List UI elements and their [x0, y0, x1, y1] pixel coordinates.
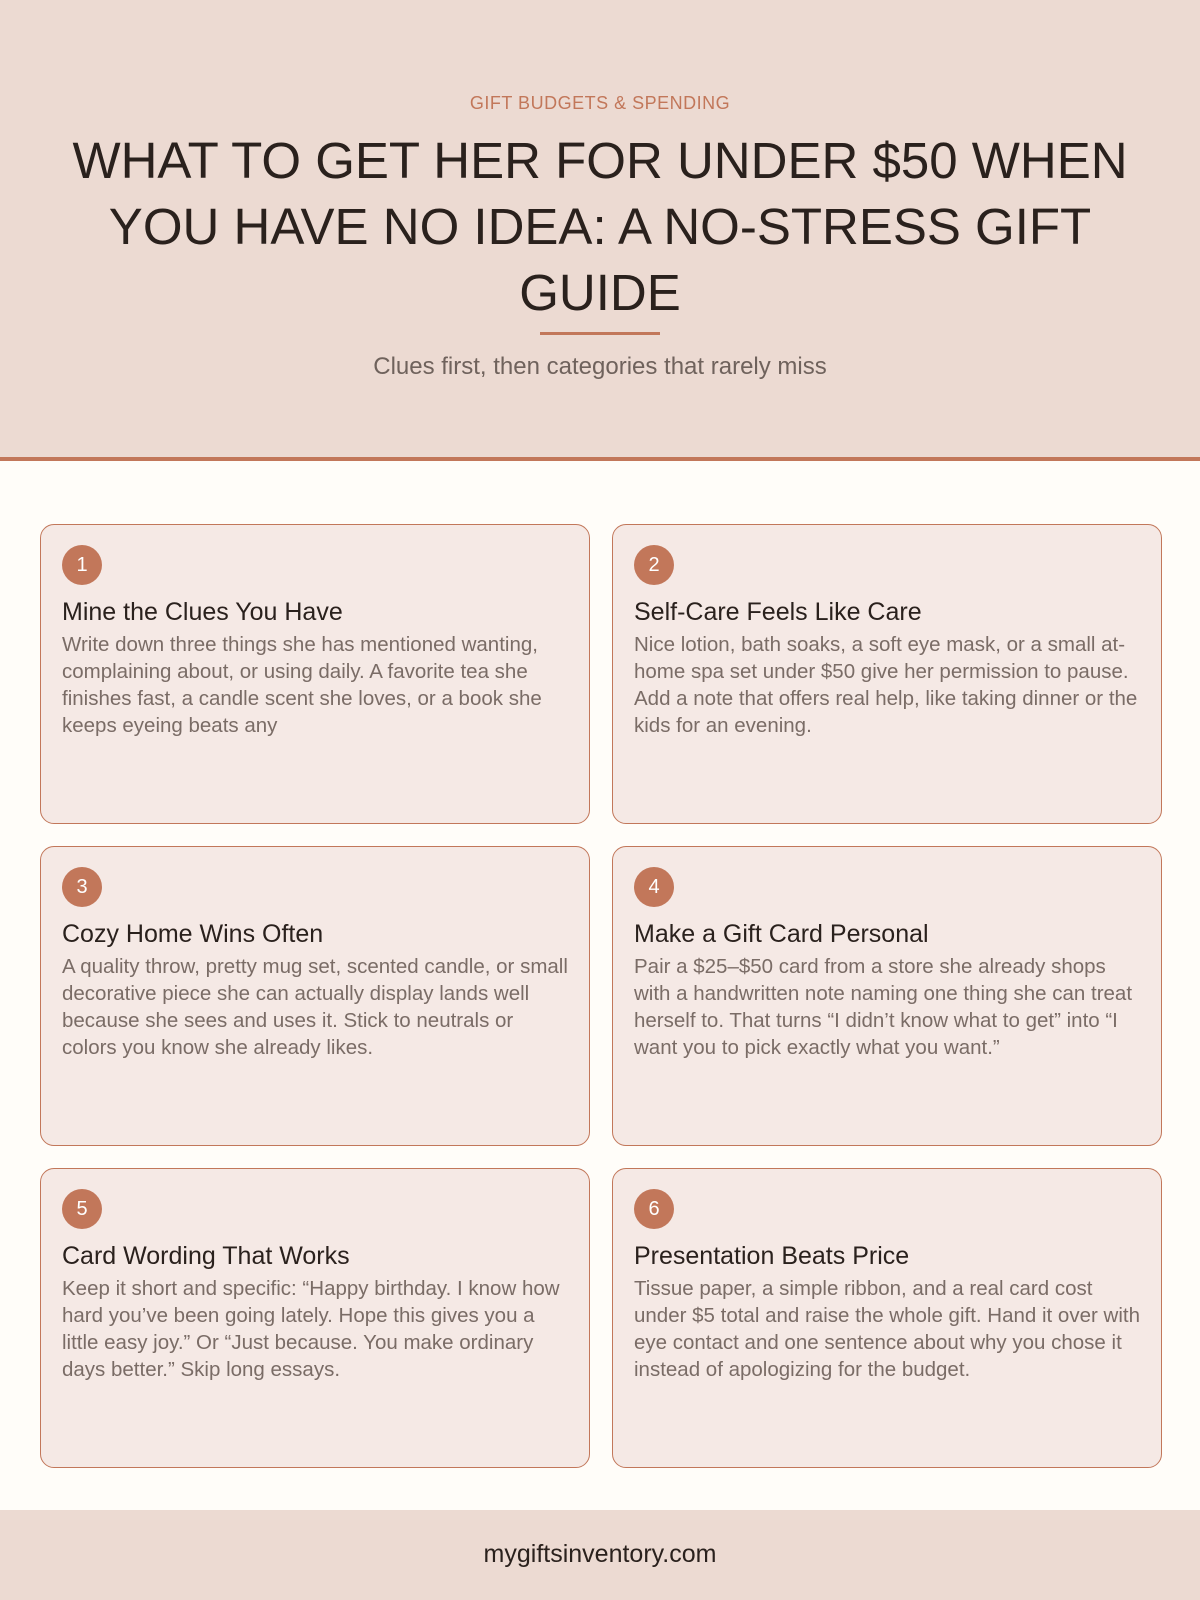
tip-title: Mine the Clues You Have [62, 598, 343, 626]
tip-number-badge: 4 [634, 867, 674, 907]
tip-card-1 [40, 524, 590, 824]
tip-number-badge: 6 [634, 1189, 674, 1229]
site-url: mygiftsinventory.com [483, 1540, 717, 1568]
tip-body: Pair a $25–$50 card from a store she already shops with a handwritten note naming one thing she can treat herself to. That turns “I didn’t know what to get” into “I want you to pick exactly what you want.” [634, 955, 1133, 1059]
tip-card-2 [612, 524, 1162, 824]
tip-title: Self-Care Feels Like Care [634, 598, 922, 626]
tip-number-badge: 1 [62, 545, 102, 585]
tip-number-badge: 2 [634, 545, 674, 585]
tip-body: A quality throw, pretty mug set, scented candle, or small decorative piece she can actually display lands well because she sees and uses it. Stick to neutrals or colors you know she already likes. [62, 955, 568, 1059]
header-banner [0, 0, 1200, 461]
category-eyebrow: GIFT BUDGETS & SPENDING [469, 93, 731, 113]
tip-card-4 [612, 846, 1162, 1146]
tip-card-6 [612, 1168, 1162, 1468]
tip-title: Card Wording That Works [62, 1242, 350, 1270]
tip-card-3 [40, 846, 590, 1146]
footer-banner [0, 1510, 1200, 1600]
tip-card-5 [40, 1168, 590, 1468]
tip-number-badge: 5 [62, 1189, 102, 1229]
tip-title: Make a Gift Card Personal [634, 920, 929, 948]
tip-body: Tissue paper, a simple ribbon, and a real card cost under $5 total and raise the whole gift. Hand it over with eye contact and one sentence about why you chose it instead of apologizing for the budget. [634, 1277, 1140, 1381]
tip-body: Keep it short and specific: “Happy birthday. I know how hard you’ve been going lately. Hope this gives you a little easy joy.” Or “Just because. You make ordinary days better.” Skip long essays. [62, 1277, 560, 1381]
tips-grid [40, 524, 1160, 1468]
title-divider [540, 332, 660, 335]
page-title: WHAT TO GET HER FOR UNDER $50 WHEN YOU HAVE NO IDEA: A NO-STRESS GIFT GUIDE [72, 132, 1128, 321]
page-subtitle: Clues first, then categories that rarely miss [373, 353, 827, 380]
tip-number-badge: 3 [62, 867, 102, 907]
tip-title: Presentation Beats Price [634, 1242, 910, 1270]
tip-body: Nice lotion, bath soaks, a soft eye mask, or a small at-home spa set under $50 give her permission to pause. Add a note that offers real help, like taking dinner or the kids for an evening. [634, 633, 1138, 737]
tip-body: Write down three things she has mentioned wanting, complaining about, or using daily. A favorite tea she finishes fast, a candle scent she loves, or a book she keeps eyeing beats any [62, 633, 542, 737]
tip-title: Cozy Home Wins Often [62, 920, 324, 948]
